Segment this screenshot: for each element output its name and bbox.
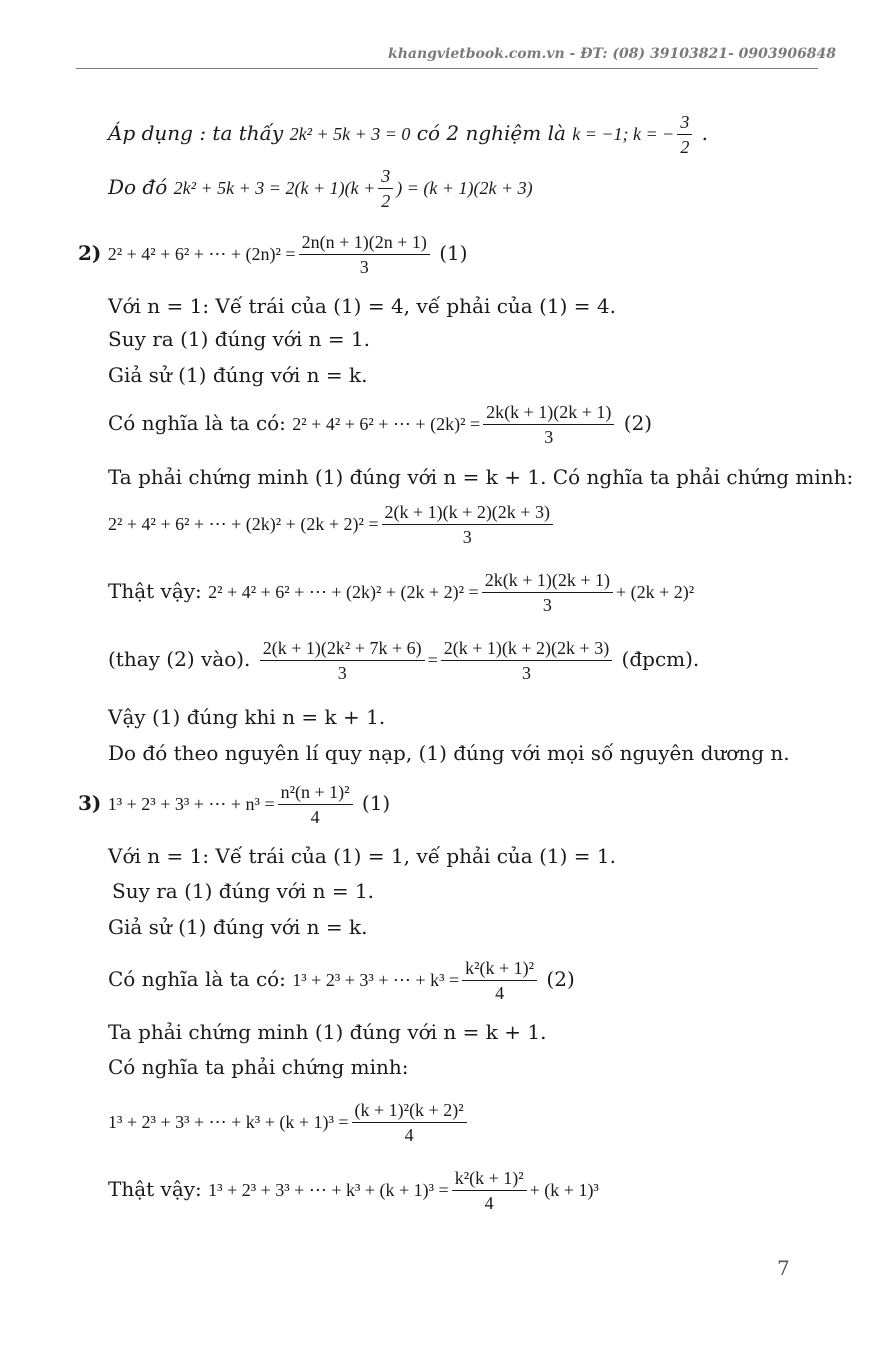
text: Do đó [108,175,168,199]
item-number: 3) [78,791,102,815]
line-16: Suy ra (1) đúng với n = 1. [112,879,375,903]
line-11 [108,636,699,685]
fraction: $\frac{2n(n + 1)(2n + 1)}{3}$ [299,230,430,279]
fraction: $\frac{\text{2(k + 1)(2k² + 7k + 6)}}{3}$ [260,636,425,685]
line-20: Có nghĩa ta phải chứng minh: [108,1055,409,1079]
text: Thật vậy: [108,579,202,603]
line-10 [108,568,694,617]
line-19: Ta phải chứng minh (1) đúng với n = k + 1. [108,1020,547,1044]
math: + (2k + 2)² [615,582,695,602]
line-15: Với n = 1: Vế trái của (1) = 1, vế phải của (1) = 1. [108,844,616,868]
line-03 [78,230,468,279]
line-14 [78,780,390,829]
line-13: Do đó theo nguyên lí quy nạp, (1) đúng với mọi số nguyên dương n. [108,741,790,765]
math: 2k² + 5k + 3 = 0 [289,124,411,144]
math: 1³ + 2³ + 3³ + ⋯ + k³ = [292,970,460,990]
fraction: $\frac{3}{2}$ [378,164,393,213]
fraction: $\frac{2k(k + 1)(2k + 1)}{3}$ [482,568,613,617]
text: Thật vậy: [108,1177,202,1201]
text: Có nghĩa là ta có: [108,411,286,435]
math: 2² + 4² + 6² + ⋯ + (2n)² = [107,244,296,264]
text: Áp dụng : ta thấy [108,121,284,145]
text: (đpcm). [621,647,700,671]
math: 2² + 4² + 6² + ⋯ + (2k)² = [292,414,481,434]
fraction: $\frac{\text{k²(k + 1)²}}{4}$ [452,1166,527,1215]
page-number: 7 [777,1256,790,1280]
math: 2k² + 5k + 3 = 2(k + 1)(k + [173,178,376,198]
line-21 [108,1098,470,1147]
fraction: $\frac{2(k + 1)(k + 2)(2k + 3)}{3}$ [441,636,612,685]
text: (thay (2) vào). [108,647,251,671]
math: 1³ + 2³ + 3³ + ⋯ + k³ + (k + 1)³ = [208,1180,449,1200]
fraction: $\frac{2k(k + 1)(2k + 1)}{3}$ [483,400,614,449]
line-18 [108,956,575,1005]
equation-tag: (2) [546,967,575,991]
fraction: $\frac{\text{k²(k + 1)²}}{4}$ [462,956,537,1005]
math: ) = (k + 1)(2k + 3) [396,178,533,198]
math: 2² + 4² + 6² + ⋯ + (2k)² + (2k + 2)² = [208,582,479,602]
math: = [427,650,438,670]
header-site: khangvietbook.com.vn - ĐT: (08) 39103821- 0903906848 [388,46,837,62]
fraction: $\frac{3}{2}$ [677,110,692,159]
line-17: Giả sử (1) đúng với n = k. [108,915,368,939]
text: Có nghĩa là ta có: [108,967,286,991]
math: + (k + 1)³ [529,1180,599,1200]
line-09 [108,500,556,549]
line-04: Với n = 1: Vế trái của (1) = 4, vế phải của (1) = 4. [108,294,616,318]
fraction: $\frac{\text{(k + 1)²(k + 2)²}}{4}$ [352,1098,467,1147]
line-02 [108,164,533,213]
fraction: $\frac{2(k + 1)(k + 2)(2k + 3)}{3}$ [382,500,553,549]
math: 1³ + 2³ + 3³ + ⋯ + k³ + (k + 1)³ = [108,1112,349,1132]
line-05: Suy ra (1) đúng với n = 1. [108,327,371,351]
line-06: Giả sử (1) đúng với n = k. [108,363,368,387]
line-01 [108,110,708,159]
line-08: Ta phải chứng minh (1) đúng với n = k + 1. Có nghĩa ta phải chứng minh: [108,465,854,489]
equation-tag: (2) [623,411,653,435]
text: . [701,121,709,145]
math: k = −1; k = − [572,124,675,144]
line-22 [108,1166,599,1215]
item-number: 2) [78,241,102,265]
equation-tag: (1) [439,241,468,265]
header-rule [76,68,818,69]
line-07 [108,400,652,449]
line-12: Vậy (1) đúng khi n = k + 1. [108,705,386,729]
fraction: $\frac{\text{n²(n + 1)²}}{4}$ [278,780,353,829]
math: 2² + 4² + 6² + ⋯ + (2k)² + (2k + 2)² = [108,514,379,534]
text: có 2 nghiệm là [416,121,566,145]
math: 1³ + 2³ + 3³ + ⋯ + n³ = [107,794,275,814]
equation-tag: (1) [361,791,391,815]
